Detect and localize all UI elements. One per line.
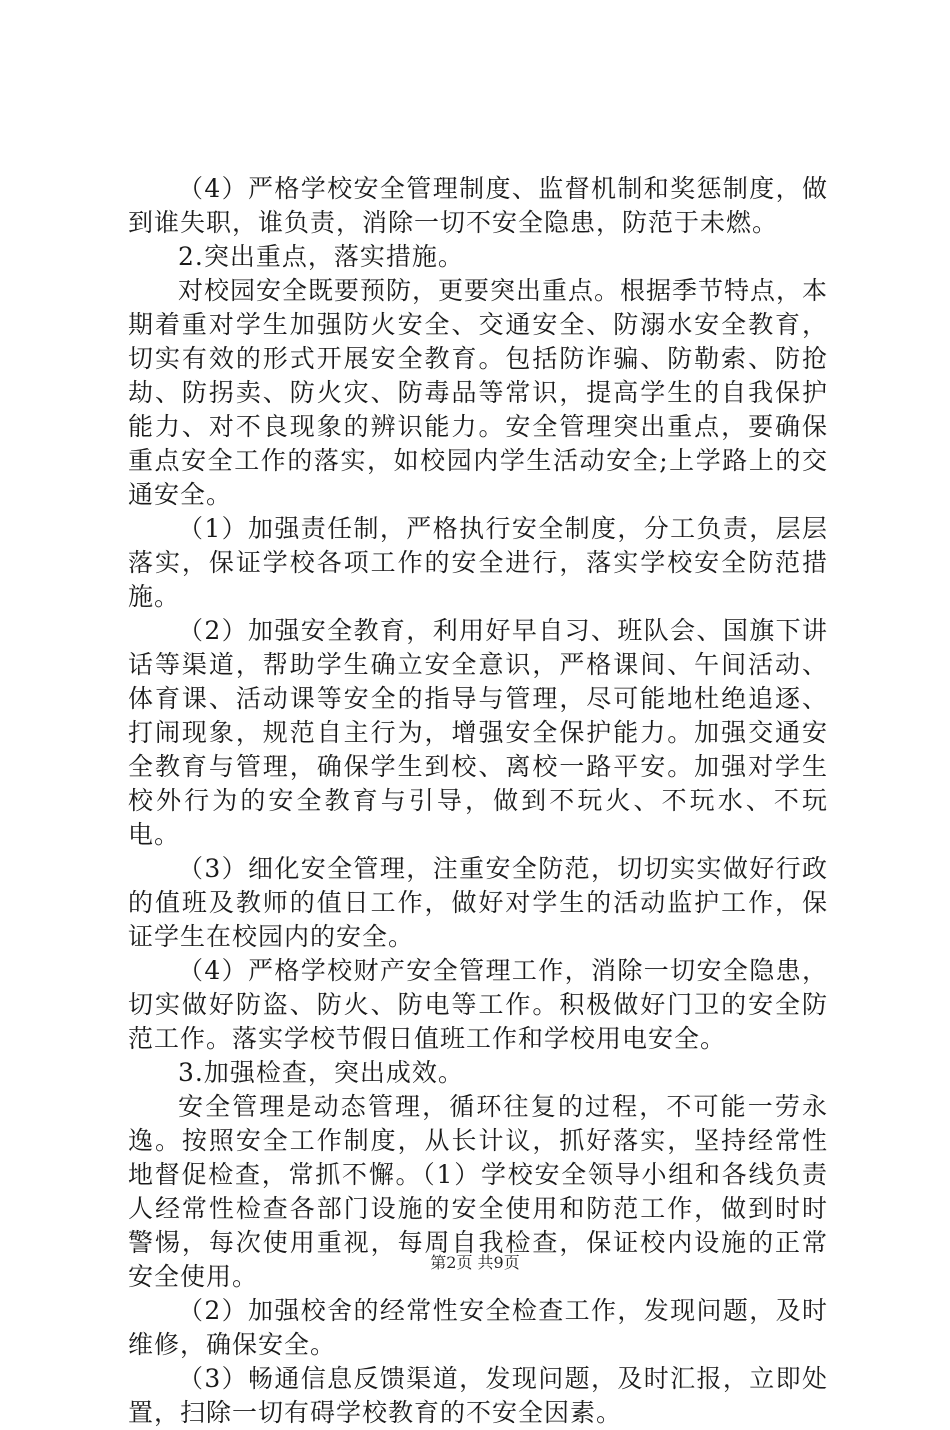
paragraph: （4）严格学校安全管理制度、监督机制和奖惩制度，做到谁失职，谁负责，消除一切不安全隐患，防范于未燃。 [128,174,828,237]
section-heading: 2.突出重点，落实措施。 [178,242,464,271]
paragraph: （1）加强责任制，严格执行安全制度，分工负责，层层落实，保证学校各项工作的安全进行，落实学校安全防范措施。 [128,514,828,611]
paragraph: （4）严格学校财产安全管理工作，消除一切安全隐患，切实做好防盗、防火、防电等工作。积极做好门卫的安全防范工作。落实学校节假日值班工作和学校用电安全。 [128,956,828,1053]
paragraph: 对校园安全既要预防，更要突出重点。根据季节特点，本期着重对学生加强防火安全、交通安全、防溺水安全教育，切实有效的形式开展安全教育。包括防诈骗、防勒索、防抢劫、防拐卖、防火灾、防毒品等常识，提高学生的自我保护能力、对不良现象的辨识能力。安全管理突出重点，要确保重点安全工作的落实，如校园内学生活动安全;上学路上的交通安全。 [128,276,829,509]
paragraph: （3）细化安全管理，注重安全防范，切切实实做好行政的值班及教师的值日工作，做好对学生的活动监护工作，保证学生在校园内的安全。 [128,854,828,951]
paragraph: （2）加强校舍的经常性安全检查工作，发现问题，及时维修，确保安全。 [128,1296,828,1359]
page-number-footer: 第2页 共9页 [430,1253,520,1272]
document-body [128,172,828,1430]
paragraph: 安全管理是动态管理，循环往复的过程，不可能一劳永逸。按照安全工作制度，从长计议，抓好落实，坚持经常性地督促检查，常抓不懈。（1）学校安全领导小组和各线负责人经常性检查各部门设施的安全使用和防范工作，做到时时警惕，每次使用重视，每周自我检查，保证校内设施的正常安全使用。 [128,1092,828,1291]
paragraph: （2）加强安全教育，利用好早自习、班队会、国旗下讲话等渠道，帮助学生确立安全意识，严格课间、午间活动、体育课、活动课等安全的指导与管理，尽可能地杜绝追逐、打闹现象，规范自主行为，增强安全保护能力。加强交通安全教育与管理，确保学生到校、离校一路平安。加强对学生校外行为的安全教育与引导，做到不玩火、不玩水、不玩电。 [128,616,828,849]
section-heading: 3.加强检查，突出成效。 [178,1058,464,1087]
paragraph: （3）畅通信息反馈渠道，发现问题，及时汇报，立即处置，扫除一切有碍学校教育的不安全因素。 [128,1364,828,1427]
